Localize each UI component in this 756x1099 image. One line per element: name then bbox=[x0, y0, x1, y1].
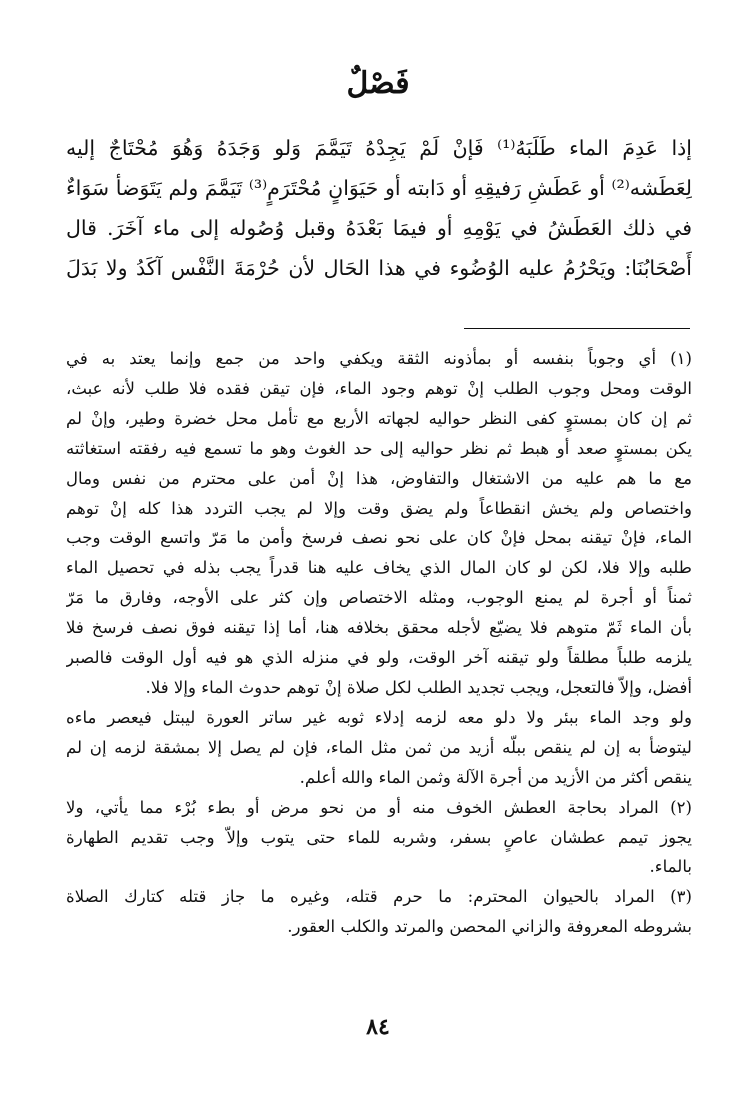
footnote-line: (٣) المراد بالحيوان المحترم: ما حرم قتله، وغيره ما جاز قتله كتارك الصلاة bbox=[66, 887, 692, 907]
main-text bbox=[66, 128, 692, 288]
footnote-1 bbox=[66, 344, 692, 793]
footnote-line: مع ما هم عليه من الاشتغال والتفاوض، هذا إنْ أمن على محترم من نفس ومال bbox=[66, 468, 692, 488]
main-line: في ذلك العَطَشُ في يَوْمِهِ أو فيمَا بَعْدَهُ وقبل وُصُوله إلى ماء آخَرَ. قال bbox=[66, 216, 692, 240]
footnote-line: يكن بمستوٍ صعد أو هبط ثم نظر حواليه إلى حد الغوث وهو ما تسمع فيه رفقته استغاثته bbox=[66, 438, 692, 458]
footnote-line: واختصاص ولم يخش انقطاعاً ولم يضق وقت وإلا لم يجب التردد هذا كله إنْ توهم bbox=[66, 498, 692, 518]
footnote-line: (١) أي وجوباً بنفسه أو بمأذونه الثقة ويكفي واحد من جمع وإنما يعتد به في bbox=[66, 349, 692, 368]
footnote-line: بالماء. bbox=[649, 857, 692, 877]
section-heading: فَصْلٌ bbox=[346, 66, 410, 101]
footnote-line: أفضل، وإلاّ فالتعجل، ويجب تجديد الطلب لكل صلاة إنْ توهم حدوث الماء وإلا فلا. bbox=[145, 677, 692, 697]
page-number: ٨٤ bbox=[366, 1014, 390, 1040]
footnote-line: يلزمه طلباً مطلقاً ولو تيقنه آخر الوقت، ولو في منزله الذي هو فيه أول الوقت فالصبر bbox=[66, 648, 692, 668]
footnote-line: بشروطه المعروفة والزاني المحصن والمرتد والكلب العقور. bbox=[287, 917, 692, 937]
footnote-line: ثم إن كان بمستوٍ كفى النظر حواليه لجهاته الأربع مع تأمل محل خضرة وطير، وإنْ لم bbox=[66, 408, 692, 428]
footnotes bbox=[66, 344, 692, 942]
footnote-line: طلبه وإلا فلا، لكن لو كان المال الذي يخاف عليه هنا قدراً يجب بذله في تحصيل الماء bbox=[66, 558, 692, 578]
footnote-line: (٢) المراد بحاجة العطش الخوف منه أو من نحو مرض أو بطء بُرْء مما يأتي، ولا bbox=[66, 797, 692, 817]
footnote-line: يجوز تيمم عطشان عاصٍ بسفر، وشربه للماء حتى يتوب وإلاّ وجب تقديم الطهارة bbox=[66, 827, 692, 847]
footnote-line: ينقص أكثر من الأزيد من أجرة الآلة وثمن الماء والله أعلم. bbox=[299, 767, 692, 787]
footnote-line: ثمناً أو أجرة لم يمنع الوجوب، ومثله الاختصاص وإن كثر على الأوجه، وفارق ما مَرّ bbox=[66, 588, 692, 608]
footnote-line: ولو وجد الماء ببئر ولا دلو معه لزمه إدلاء ثوبه غير ساتر العورة ليبتل فيعصر ماءه bbox=[66, 707, 692, 727]
main-line: إذا عَدِمَ الماء طَلَبَهُ⁽¹⁾ فَإنْ لَمْ يَجِدْهُ تَيَمَّمَ وَلو وَجَدَهُ وَهُوَ مُحْتَاجٌ إليه bbox=[66, 136, 692, 160]
footnote-3 bbox=[66, 882, 692, 942]
footnote-2 bbox=[66, 793, 692, 883]
footnote-line: الماء، فإنْ تيقنه بمحل فإنْ كان على نحو نصف فرسخ وأمن ما مَرّ واتسع الوقت وجب bbox=[66, 528, 692, 548]
footnote-divider bbox=[464, 328, 690, 329]
main-line: أَصْحَابُنَا: ويَحْرُمُ عليه الوُضُوء في هذا الحَال لأن حُرْمَةَ النَّفْس آكَدُ ولا بَدَلَ bbox=[66, 256, 692, 280]
main-line: لِعَطَشه⁽²⁾ أو عَطَشِ رَفيقِهِ أو دَابته أو حَيَوَانٍ مُحْتَرَمٍ⁽³⁾ تَيَمَّمَ ولم يَتَوَضأ سَوَاءٌ bbox=[66, 176, 692, 200]
footnote-line: ليتوضأ به إن لم ينقص ببلّه أزيد من ثمن مثل الماء، فإن لم يصل إلا بمشقة لزمه إن لم bbox=[66, 737, 692, 757]
footnote-line: بأن الماء ثَمّ متوهم فلا يضيّع لأجله محقق بخلافه هنا، أما إذا تيقنه فوق نصف فرسخ فلا bbox=[66, 618, 692, 638]
footnote-line: الوقت ومحل وجوب الطلب إنْ توهم وجود الماء، فإن تيقن فقده فلا طلب لأنه عبث، bbox=[66, 378, 692, 398]
